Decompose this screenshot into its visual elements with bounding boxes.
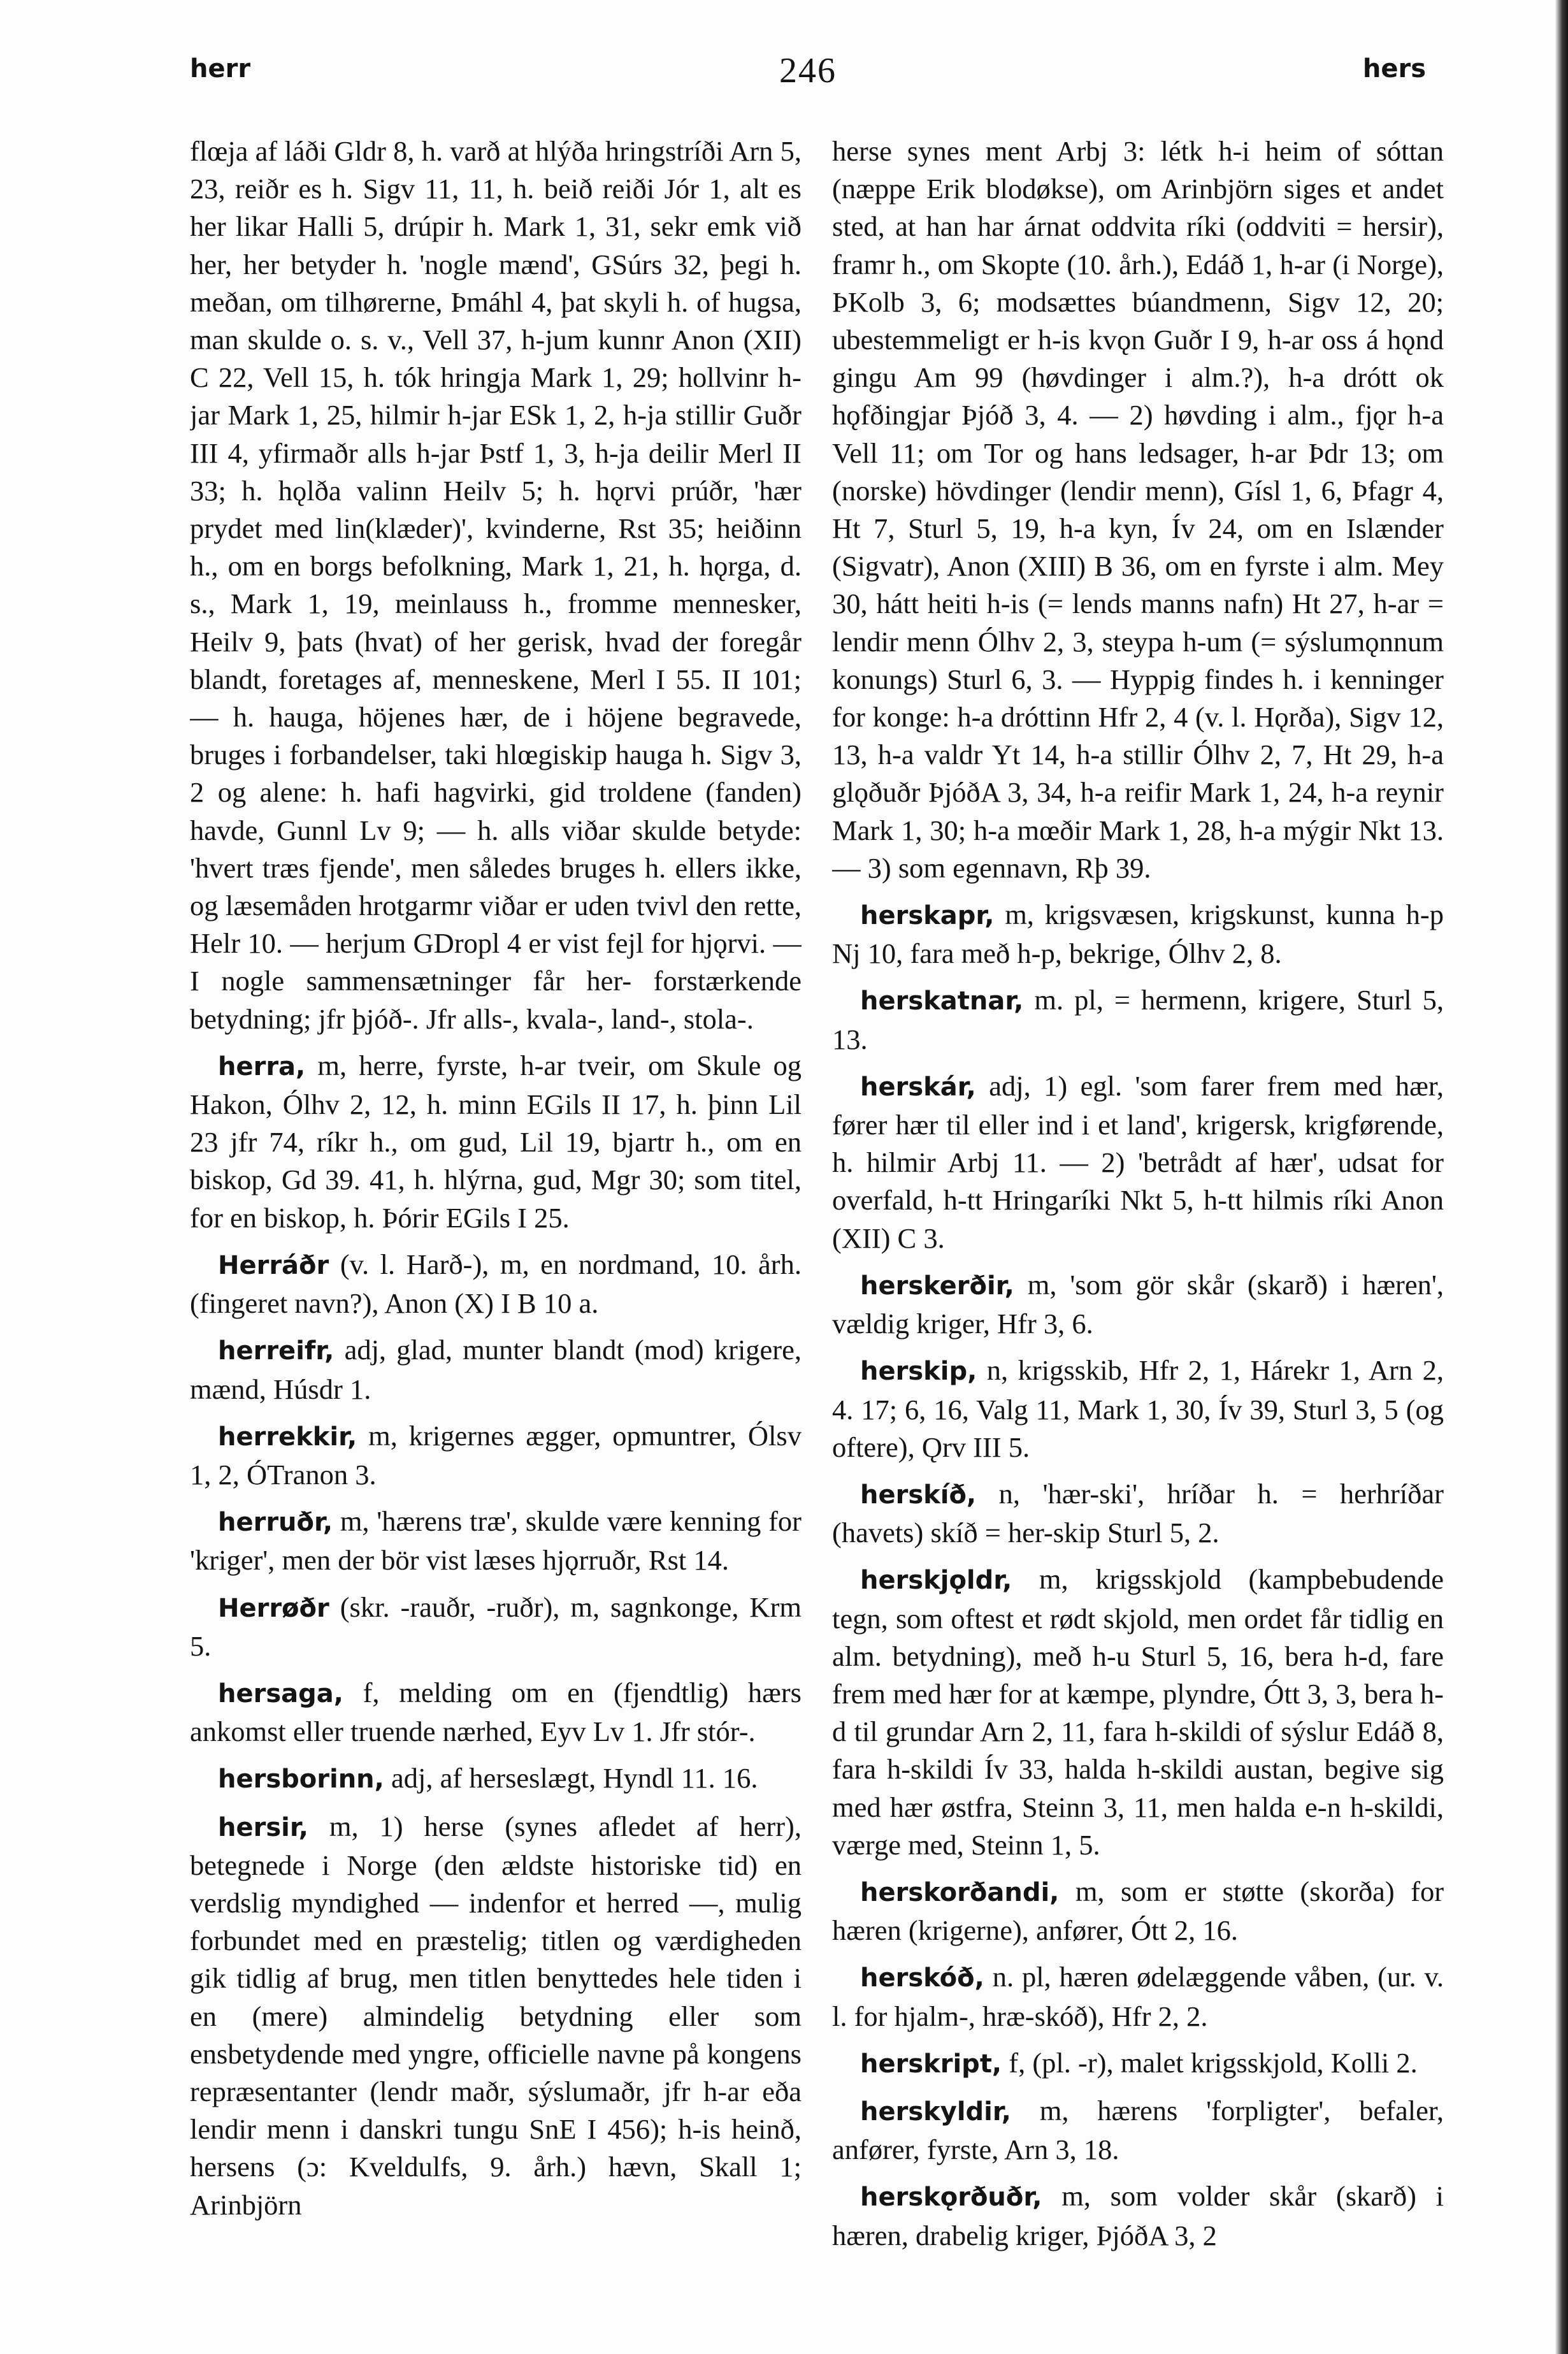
entry-headword: herskǫrðuðr, [860,2183,1042,2213]
entry-headword: herskár, [860,1072,976,1102]
entry-headword: herskatnar, [860,986,1024,1016]
dictionary-entry [190,1808,802,2224]
entry-definition: flœja af láði Gldr 8, h. varð at hlýða hringstríði Arn 5, 23, reiðr es h. Sigv 11, 11, h. beið reiði Jór 1, alt es her likar Halli 5, drúpir h. Mark 1, 31, sekr emk við her, her betyder h. 'nogle mænd', GSúrs 32, þegi h. meðan, om tilhørerne, Þmáhl 4, þat skyli h. of hugsa, man skulde o. s. v., Vell 37, h-jum kunnr Anon (XII) C 22, Vell 15, h. tók hringja Mark 1, 29; hollvinr h-jar Mark 1, 25, hilmir h-jar ESk 1, 2, h-ja stillir Guðr III 4, yfirmaðr alls h-jar Þstf 1, 3, h-ja deilir Merl II 33; h. hǫlða valinn Heilv 5; h. hǫrvi prúðr, 'hær prydet med lin(klæder)', kvinderne, Rst 35; heiðinn h., om en borgs befolkning, Mark 1, 21, h. hǫrga, d. s., Mark 1, 19, meinlauss h., fromme mennesker, Heilv 9, þats (hvat) of her gerisk, hvad der foregår blandt, foretages af, menneskene, Merl I 55. II 101; — h. hauga, höjenes hær, de i höjene begravede, bruges i forbandelser, taki hlœgiskip hauga h. Sigv 3, 2 og alene: h. hafi hagvirki, gid troldene (fanden) havde, Gunnl Lv 9; — h. alls viðar skulde betyde: 'hvert træs fjende', men således bruges h. ellers ikke, og læsemåden hrotgarmr viðar er uden tvivl den rette, Helr 10. — herjum GDropl 4 er vist fejl for hjǫrvi. — I nogle sammensætninger får her- forstærkende betydning; jfr þjóð-. Jfr alls-, kvala-, land-, stola-. [190,135,802,1035]
dictionary-entry [832,133,1444,887]
entry-headword: Herráðr [218,1250,329,1280]
entry-definition: m, som er støtte (skorða) for hæren (krigerne), anfører, Ótt 2, 16. [832,1875,1444,1947]
header-left-guide-word: herr [190,54,251,83]
entry-headword: herskjǫldr, [860,1566,1012,1596]
entry-definition: n. pl, hæren ødelæggende våben, (ur. v. l. for hjalm-, hræ-skóð), Hfr 2, 2. [832,1961,1444,2032]
dictionary-entry [832,2044,1444,2083]
entry-headword: herskyldir, [860,2097,1011,2127]
entry-headword: herskíð, [860,1480,977,1510]
dictionary-entry [832,1352,1444,1466]
page-number: 246 [779,51,837,90]
entry-headword: herskript, [860,2049,1002,2079]
entry-headword: herskip, [860,1357,977,1387]
entry-definition: m, krigsskjold (kampbebudende tegn, som oftest et rødt skjold, men ordet får tidlig en alm. betydning), með h-u Sturl 5, 16, bera h-d, fare frem med hær for at kæmpe, plyndre, Ótt 3, 3, bera h-d til grundar Arn 2, 11, fara h-skildi of sýslur Edáð 8, fara h-skildi Ív 33, halda h-skildi austan, begive sig med hær østfra, Steinn 3, 11, men halda e-n h-skildi, værge med, Steinn 1, 5. [832,1563,1444,1861]
dictionary-entry [832,1067,1444,1257]
dictionary-entry [190,1674,802,1751]
entry-definition: m, 1) herse (synes afledet af herr), betegnede i Norge (den ældste historiske tid) en verdslig myndighed — indenfor et herred —, mulig forbundet med en præstelig; titlen og værdigheden gik tidlig af brug, men titlen benyttedes hele tiden i en (mere) almindelig betydning eller som ensbetydende med yngre, officielle navne på kongens repræsentanter (lendr maðr, sýslumaðr, jfr h-ar eða lendir menn i danskri tungu SnE I 456); h-is heinð, hersens (ɔ: Kveldulfs, 9. årh.) hævn, Skall 1; Arinbjörn [190,1810,802,2221]
dictionary-entry [190,1589,802,1665]
running-header [190,51,1426,105]
entry-definition: n, krigsskib, Hfr 2, 1, Hárekr 1, Arn 2, 4. 17; 6, 16, Valg 11, Mark 1, 30, Ív 39, Sturl 3, 5 (og oftere), Ǫrv III 5. [832,1354,1444,1463]
dictionary-entry [190,1759,802,1798]
entry-definition: n, 'hær-ski', hríðar h. = herhríðar (havets) skíð = her-skip Sturl 5, 2. [832,1477,1444,1549]
dictionary-entry [190,1331,802,1408]
entry-definition: m, 'hærens træ', skulde være kenning for 'kriger', men der bör vist læses hjǫrruðr, Rst 14. [190,1505,802,1577]
left-column [190,133,802,2318]
entry-definition: (v. l. Harð-), m, en nordmand, 10. årh. (fingeret navn?), Anon (X) I B 10 a. [190,1248,802,1320]
entry-headword: hersir, [218,1812,308,1842]
dictionary-entry [832,1475,1444,1552]
entry-definition: m, hærens 'forpligter', befaler, anfører, fyrste, Arn 3, 18. [832,2094,1444,2166]
entry-headword: herskerðir, [860,1271,1014,1301]
entry-definition: m, krigsvæsen, krigskunst, kunna h-p Nj 10, fara með h-p, bekrige, Ólhv 2, 8. [832,899,1444,970]
entry-headword: herskapr, [860,901,995,931]
right-column [832,133,1444,2318]
entry-headword: herskorðandi, [860,1877,1060,1907]
dictionary-entry [832,896,1444,972]
dictionary-entry [190,1246,802,1322]
entry-headword: hersborinn, [218,1765,384,1794]
entry-definition: adj, 1) egl. 'som farer frem med hær, fører hær til eller ind i et land', krigersk, krigførende, h. hilmir Arbj 11. — 2) 'betrådt af hær', udsat for overfald, h-tt Hringaríki Nkt 5, h-tt hilmis ríki Anon (XII) C 3. [832,1069,1444,1254]
entry-definition: f, (pl. -r), malet krigsskjold, Kolli 2. [1009,2046,1418,2079]
dictionary-entry [832,1958,1444,2035]
entry-headword: herreifr, [218,1336,334,1366]
dictionary-entry [832,2092,1444,2169]
entry-definition: herse synes ment Arbj 3: létk h-i heim of sóttan (næppe Erik blodøkse), om Arinbjörn siges et andet sted, at han har árnat oddvita ríki (oddviti = hersir), framr h., om Skopte (10. årh.), Edáð 1, h-ar (i Norge), ÞKolb 3, 6; modsættes búandmenn, Sigv 12, 20; ubestemmeligt er h-is kvǫn Guðr I 9, h-ar oss á hǫnd gingu Am 99 (høvdinger i alm.?), h-a drótt ok hǫfðingjar Þjóð 3, 4. — 2) høvding i alm., fjǫr h-a Vell 11; om Tor og hans ledsager, h-ar Þdr 13; om (norske) hövdinger (lendir menn), Gísl 1, 6, Þfagr 4, Ht 7, Sturl 5, 19, h-a kyn, Ív 24, om en Islænder (Sigvatr), Anon (XIII) B 36, om en fyrste i alm. Mey 30, hátt heiti h-is (= lends manns nafn) Ht 27, h-ar = lendir menn Ólhv 2, 3, steypa h-um (= sýslumǫnnum konungs) Sturl 6, 3. — Hyppig findes h. i kenninger for konge: h-a dróttinn Hfr 2, 4 (v. l. Hǫrða), Sigv 12, 13, h-a valdr Yt 14, h-a stillir Ólhv 2, 7, Ht 29, h-a glǫðuðr ÞjóðA 3, 34, h-a reifir Mark 1, 24, h-a reynir Mark 1, 30; h-a mœðir Mark 1, 28, h-a mýgir Nkt 13. — 3) som egennavn, Rþ 39. [832,135,1444,884]
page-binding-edge [1555,0,1568,2354]
dictionary-entry [190,1417,802,1494]
header-right-guide-word: hers [1362,54,1426,83]
entry-headword: herrekkir, [218,1422,357,1452]
entry-definition: m, herre, fyrste, h-ar tveir, om Skule og Hakon, Ólhv 2, 12, h. minn EGils II 17, h. þinn Lil 23 jfr 74, ríkr h., om gud, Lil 19, bjartr h., om en biskop, Gd 39. 41, h. hlýrna, gud, Mgr 30; som titel, for en biskop, h. Þórir EGils I 25. [190,1049,802,1234]
entry-definition: adj, af herseslægt, Hyndl 11. 16. [391,1762,758,1794]
entry-definition: (skr. -rauðr, -ruðr), m, sagnkonge, Krm 5. [190,1591,802,1662]
dictionary-entry [832,1873,1444,1949]
entry-headword: herskóð, [860,1963,984,1993]
dictionary-entry [832,1561,1444,1864]
entry-definition: m, krigernes ægger, opmuntrer, Ólsv 1, 2, ÓTranon 3. [190,1419,802,1491]
entry-definition: m, 'som gör skår (skarð) i hæren', vældig kriger, Hfr 3, 6. [832,1268,1444,1340]
entry-headword: herra, [218,1051,306,1081]
entry-headword: Herrøðr [218,1593,329,1623]
entry-definition: adj, glad, munter blandt (mod) krigere, mænd, Húsdr 1. [190,1334,802,1405]
entry-definition: f, melding om en (fjendtlig) hærs ankomst eller truende nærhed, Eyv Lv 1. Jfr stór-. [190,1676,802,1748]
entry-headword: hersaga, [218,1679,343,1708]
dictionary-entry [832,1266,1444,1343]
dictionary-entry [190,133,802,1038]
dictionary-entry [832,981,1444,1058]
entry-headword: herruðr, [218,1508,333,1538]
entry-definition: m. pl, = hermenn, krigere, Sturl 5, 13. [832,984,1444,1055]
dictionary-entry [190,1503,802,1579]
dictionary-entry [190,1047,802,1237]
dictionary-entry [832,2177,1444,2254]
entry-definition: m, som volder skår (skarð) i hæren, drabelig kriger, ÞjóðA 3, 2 [832,2180,1444,2251]
